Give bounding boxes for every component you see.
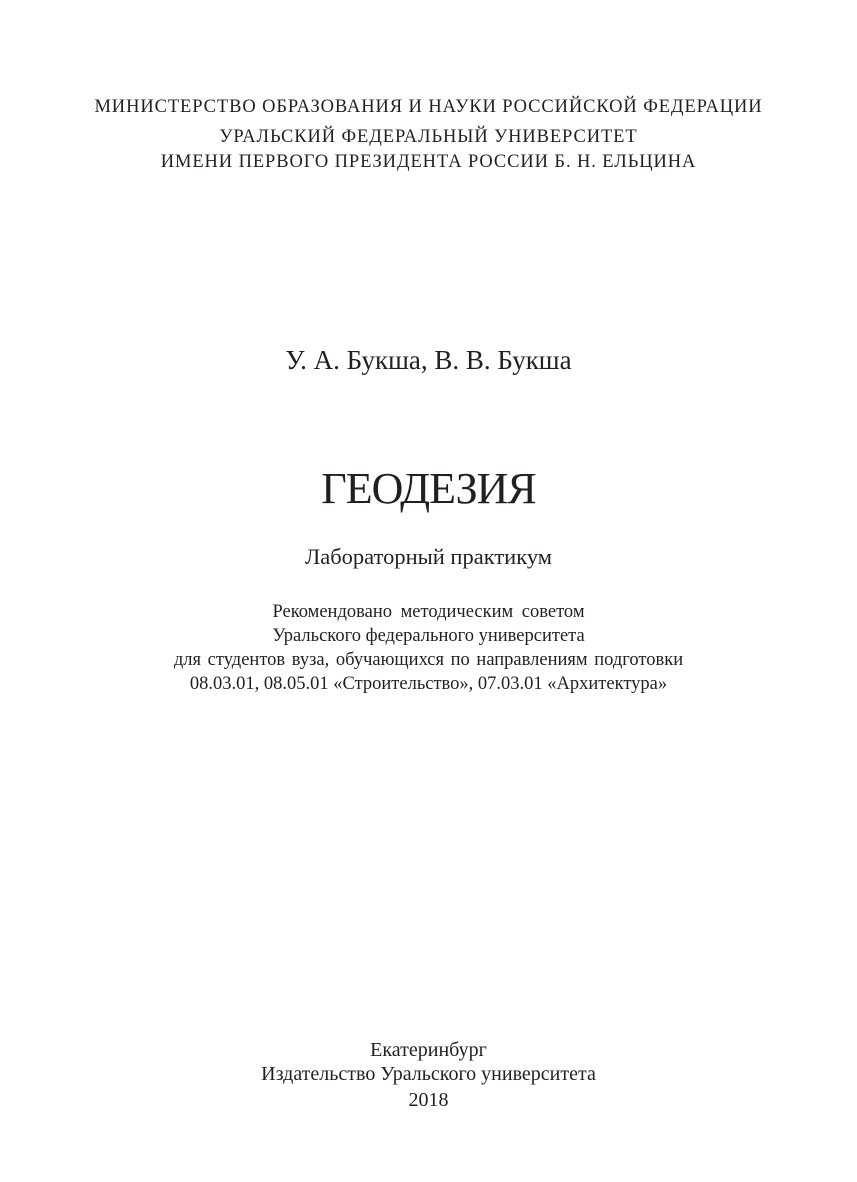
recommendation-line-2: Уральского федерального университета bbox=[272, 626, 585, 646]
imprint-publisher: Издательство Уральского университета bbox=[261, 1063, 596, 1085]
imprint-city: Екатеринбург bbox=[370, 1039, 487, 1061]
recommendation-line-4: 08.03.01, 08.05.01 «Строительство», 07.03.01 «Архитектура» bbox=[189, 674, 668, 694]
book-subtitle: Лабораторный практикум bbox=[304, 544, 553, 569]
authors: У. А. Букша, В. В. Букша bbox=[285, 345, 572, 375]
recommendation-line-3: для студентов вуза, обучающихся по направлениям подготовки bbox=[173, 650, 684, 670]
university-named-after: ИМЕНИ ПЕРВОГО ПРЕЗИДЕНТА РОССИИ Б. Н. ЕЛЬЦИНА bbox=[160, 152, 697, 172]
imprint-year: 2018 bbox=[408, 1089, 449, 1111]
ministry-name: МИНИСТЕРСТВО ОБРАЗОВАНИЯ И НАУКИ РОССИЙСКОЙ ФЕДЕРАЦИИ bbox=[94, 97, 763, 117]
university-name: УРАЛЬСКИЙ ФЕДЕРАЛЬНЫЙ УНИВЕРСИТЕТ bbox=[219, 127, 638, 147]
recommendation-line-1: Рекомендовано методическим советом bbox=[272, 602, 585, 622]
book-title: ГЕОДЕЗИЯ bbox=[321, 464, 536, 513]
